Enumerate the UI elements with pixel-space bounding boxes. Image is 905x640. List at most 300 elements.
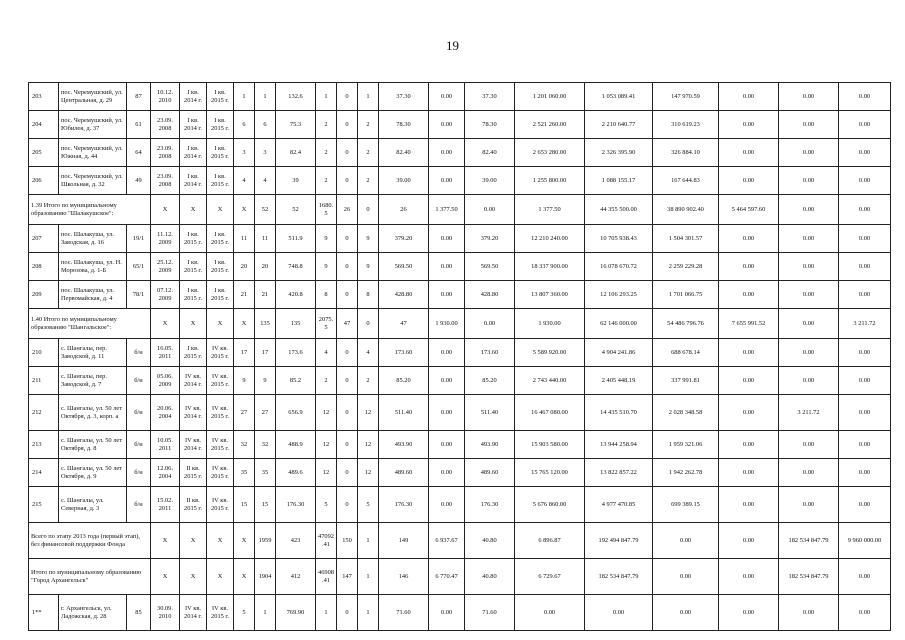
table-cell: 5: [358, 487, 379, 523]
table-cell: 0.00: [839, 367, 891, 395]
table-cell: 0.00: [839, 111, 891, 139]
table-cell: 210: [29, 339, 59, 367]
table-cell: 0.00: [653, 523, 719, 559]
table-cell: 23.09. 2008: [151, 139, 180, 167]
table-cell: с. Шангалы, пер. Заводской, д. 11: [59, 339, 127, 367]
table-cell: 2 259 229.28: [653, 253, 719, 281]
table-cell: 0.00: [839, 253, 891, 281]
table-cell: 6: [255, 111, 276, 139]
table-cell: 0.00: [429, 395, 465, 431]
table-row: [29, 459, 891, 487]
table-cell: 0.00: [779, 139, 839, 167]
table-cell: 0.00: [515, 595, 585, 631]
table-cell: пос. Черемушский, ул. Юбилея, д. 37: [59, 111, 127, 139]
table-cell: 12: [358, 395, 379, 431]
table-cell: 0.00: [839, 139, 891, 167]
table-cell: X: [207, 559, 234, 595]
table-cell: 0.00: [719, 523, 779, 559]
table-cell: I кв. 2015 г.: [180, 253, 207, 281]
table-cell: 1**: [29, 595, 59, 631]
table-cell: 173.60: [379, 339, 429, 367]
table-cell: X: [234, 195, 255, 225]
table-cell: 428.80: [379, 281, 429, 309]
table-cell: 0: [337, 167, 358, 195]
table-cell: б/н: [127, 395, 151, 431]
table-cell: 182 534 847.79: [779, 523, 839, 559]
table-cell: 2: [358, 167, 379, 195]
table-cell: 65/1: [127, 253, 151, 281]
table-cell: 412: [276, 559, 316, 595]
table-cell: 1: [358, 523, 379, 559]
table-cell: 0.00: [779, 487, 839, 523]
table-cell: 0.00: [429, 367, 465, 395]
table-cell: 78/1: [127, 281, 151, 309]
table-cell: 0.00: [429, 167, 465, 195]
table-cell: 1: [358, 83, 379, 111]
page-number: 19: [446, 38, 459, 53]
table-cell: 38 890 902.40: [653, 195, 719, 225]
table-cell: 0.00: [585, 595, 653, 631]
table-cell: 379.20: [465, 225, 515, 253]
table-cell: 26: [337, 195, 358, 225]
table-cell: 3 211.72: [839, 309, 891, 339]
table-cell: 748.8: [276, 253, 316, 281]
table-row: [29, 395, 891, 431]
table-cell: 75.3: [276, 111, 316, 139]
table-cell: 9: [358, 225, 379, 253]
table-cell: 52: [255, 195, 276, 225]
table-cell: 214: [29, 459, 59, 487]
table-cell: 6 770.47: [429, 559, 465, 595]
table-cell: 489.6: [276, 459, 316, 487]
table-cell: 1904: [255, 559, 276, 595]
table-cell: 1 201 060.00: [515, 83, 585, 111]
table-cell: 0.00: [719, 431, 779, 459]
table-cell: 47: [379, 309, 429, 339]
table-cell: 9 960 000.00: [839, 523, 891, 559]
table-cell: 4: [358, 339, 379, 367]
table-cell: 9: [255, 367, 276, 395]
table-cell: 27: [255, 395, 276, 431]
table-cell: 0.00: [779, 459, 839, 487]
table-cell: II кв. 2015 г.: [180, 487, 207, 523]
table-cell: 0.00: [719, 167, 779, 195]
table-cell: 428.80: [465, 281, 515, 309]
table-cell: 7 655 991.52: [719, 309, 779, 339]
table-cell: 0.00: [719, 395, 779, 431]
table-cell: 2075.5: [316, 309, 337, 339]
table-cell: 0.00: [429, 83, 465, 111]
table-cell: 2: [316, 367, 337, 395]
table-cell: X: [151, 523, 180, 559]
table-cell: 0.00: [429, 339, 465, 367]
table-cell: 204: [29, 111, 59, 139]
table-cell: Всего по этапу 2013 года (первый этап), без финансовой поддержки Фонда: [29, 523, 151, 559]
table-cell: 0.00: [429, 487, 465, 523]
table-subtotal-row: [29, 195, 891, 225]
table-cell: 337 991.81: [653, 367, 719, 395]
table-cell: 656.9: [276, 395, 316, 431]
table-cell: 78.30: [379, 111, 429, 139]
table-cell: 146: [379, 559, 429, 595]
table-cell: IV кв. 2014 г.: [180, 595, 207, 631]
table-cell: 0.00: [779, 281, 839, 309]
table-cell: б/н: [127, 339, 151, 367]
table-row: [29, 595, 891, 631]
table-cell: 0: [337, 395, 358, 431]
table-cell: 10.05. 2011: [151, 431, 180, 459]
table-cell: 147 970.59: [653, 83, 719, 111]
table-cell: 0: [358, 195, 379, 225]
table-cell: I кв. 2015 г.: [180, 281, 207, 309]
table-cell: 12: [316, 459, 337, 487]
table-cell: 1 377.50: [515, 195, 585, 225]
table-cell: 0.00: [429, 281, 465, 309]
table-cell: 5: [316, 487, 337, 523]
table-cell: 82.40: [379, 139, 429, 167]
table-cell: 688 678.14: [653, 339, 719, 367]
table-cell: 0.00: [839, 431, 891, 459]
table-cell: 71.60: [465, 595, 515, 631]
table-cell: 0.00: [719, 459, 779, 487]
table-cell: 1 930.00: [515, 309, 585, 339]
table-cell: 11.12. 2009: [151, 225, 180, 253]
table-cell: 2: [358, 111, 379, 139]
table-cell: 11: [234, 225, 255, 253]
table-cell: 11: [255, 225, 276, 253]
table-cell: 3: [255, 139, 276, 167]
table-cell: 49: [127, 167, 151, 195]
table-cell: X: [207, 195, 234, 225]
table-cell: 85.20: [379, 367, 429, 395]
table-cell: 0.00: [719, 595, 779, 631]
table-cell: с. Шангалы, ул. Северная, д. 3: [59, 487, 127, 523]
table-cell: с. Шангалы, ул. 50 лет Октября, д. 8: [59, 431, 127, 459]
table-cell: 16 467 080.00: [515, 395, 585, 431]
table-cell: 07.12. 2009: [151, 281, 180, 309]
table-cell: 1: [255, 83, 276, 111]
table-cell: 2: [358, 367, 379, 395]
table-cell: 61: [127, 111, 151, 139]
table-cell: 4: [316, 339, 337, 367]
table-cell: 167 644.83: [653, 167, 719, 195]
table-cell: 62 146 000.00: [585, 309, 653, 339]
table-cell: 0.00: [429, 253, 465, 281]
table-cell: с. Шангалы, ул. 50 лет Октября, д. 3, корп. а: [59, 395, 127, 431]
table-cell: 85.20: [465, 367, 515, 395]
table-cell: 4 977 470.85: [585, 487, 653, 523]
table-row: [29, 167, 891, 195]
table-cell: 0.00: [719, 253, 779, 281]
table-cell: 423: [276, 523, 316, 559]
table-cell: Итого по муниципальному образованию "Город Архангельск": [29, 559, 151, 595]
table-cell: 32: [234, 431, 255, 459]
table-cell: 1 377.50: [429, 195, 465, 225]
table-cell: IV кв. 2015 г.: [207, 395, 234, 431]
table-cell: 0: [337, 111, 358, 139]
table-cell: I кв. 2014 г.: [180, 167, 207, 195]
table-cell: I кв. 2015 г.: [207, 111, 234, 139]
table-row: [29, 111, 891, 139]
table-cell: X: [180, 195, 207, 225]
table-cell: 5 464 597.60: [719, 195, 779, 225]
table-cell: 37.30: [379, 83, 429, 111]
table-cell: 16 078 670.72: [585, 253, 653, 281]
table-cell: 21: [255, 281, 276, 309]
table-cell: 0.00: [465, 309, 515, 339]
table-cell: 511.40: [465, 395, 515, 431]
table-cell: I кв. 2015 г.: [180, 339, 207, 367]
table-cell: 0.00: [779, 339, 839, 367]
table-cell: X: [180, 309, 207, 339]
table-cell: 213: [29, 431, 59, 459]
table-cell: 0.00: [429, 111, 465, 139]
table-cell: 6: [234, 111, 255, 139]
table-cell: 19/1: [127, 225, 151, 253]
table-cell: 511.9: [276, 225, 316, 253]
table-cell: 1 930.00: [429, 309, 465, 339]
table-cell: I кв. 2014 г.: [180, 83, 207, 111]
table-cell: I кв. 2014 г.: [180, 139, 207, 167]
table-cell: пос. Черемушский, ул. Южная, д. 44: [59, 139, 127, 167]
table-cell: X: [151, 559, 180, 595]
table-cell: 208: [29, 253, 59, 281]
table-cell: IV кв. 2014 г.: [180, 395, 207, 431]
table-cell: г. Архангельск, ул. Ладожская, д. 28: [59, 595, 127, 631]
table-cell: 37.30: [465, 83, 515, 111]
table-cell: 0.00: [779, 111, 839, 139]
table-cell: 15 765 120.00: [515, 459, 585, 487]
table-cell: б/н: [127, 431, 151, 459]
table-cell: 176.30: [276, 487, 316, 523]
table-cell: 15.02. 2011: [151, 487, 180, 523]
table-cell: 0.00: [839, 459, 891, 487]
table-cell: 0.00: [429, 139, 465, 167]
table-cell: 5 676 860.00: [515, 487, 585, 523]
table-cell: 44 355 500.00: [585, 195, 653, 225]
table-cell: 2: [316, 167, 337, 195]
table-cell: с. Шангалы, пер. Заводской, д. 7: [59, 367, 127, 395]
table-cell: 2 405 448.19: [585, 367, 653, 395]
table-cell: 0: [337, 253, 358, 281]
table-cell: пос. Шалакуша, ул. Н. Морозова, д. 1-Б: [59, 253, 127, 281]
table-cell: 8: [358, 281, 379, 309]
table-cell: 21: [234, 281, 255, 309]
table-row: [29, 431, 891, 459]
table-cell: 9: [316, 253, 337, 281]
table-cell: 20: [234, 253, 255, 281]
table-cell: 0.00: [779, 83, 839, 111]
table-cell: 10.12. 2010: [151, 83, 180, 111]
table-cell: 149: [379, 523, 429, 559]
table-cell: 32: [255, 431, 276, 459]
table-cell: 182 534 847.79: [779, 559, 839, 595]
table-cell: б/н: [127, 459, 151, 487]
table-cell: 85: [127, 595, 151, 631]
table-cell: 173.6: [276, 339, 316, 367]
table-cell: 0: [358, 309, 379, 339]
table-cell: 0.00: [839, 281, 891, 309]
table-cell: 1 053 089.41: [585, 83, 653, 111]
table-cell: 1.40 Итого по муниципальному образованию "Шангальское":: [29, 309, 151, 339]
table-cell: 0.00: [839, 395, 891, 431]
table-cell: 0: [337, 367, 358, 395]
table-cell: 13 807 360.00: [515, 281, 585, 309]
table-cell: X: [207, 523, 234, 559]
table-cell: 0.00: [719, 559, 779, 595]
table-cell: 1: [358, 595, 379, 631]
table-cell: IV кв. 2015 г.: [207, 595, 234, 631]
table-cell: 82.4: [276, 139, 316, 167]
table-cell: 17: [255, 339, 276, 367]
table-cell: 0.00: [839, 487, 891, 523]
table-cell: 9: [358, 253, 379, 281]
table-cell: 12: [358, 459, 379, 487]
table-cell: 0.00: [779, 309, 839, 339]
table-subtotal-row: [29, 523, 891, 559]
table-cell: 1: [316, 83, 337, 111]
table-cell: 488.9: [276, 431, 316, 459]
table-cell: 0: [337, 595, 358, 631]
table-cell: 0.00: [839, 195, 891, 225]
table-cell: 13 822 857.22: [585, 459, 653, 487]
table-cell: 0.00: [429, 431, 465, 459]
table-cell: 215: [29, 487, 59, 523]
table-cell: X: [234, 559, 255, 595]
table-cell: 5 589 920.00: [515, 339, 585, 367]
table-cell: 12: [358, 431, 379, 459]
table-cell: 206: [29, 167, 59, 195]
table-cell: 769.90: [276, 595, 316, 631]
table-cell: 0.00: [779, 225, 839, 253]
table-cell: I кв. 2015 г.: [180, 225, 207, 253]
table-cell: 26: [379, 195, 429, 225]
table-cell: 0.00: [429, 225, 465, 253]
table-cell: 1 942 262.78: [653, 459, 719, 487]
table-cell: 2: [316, 139, 337, 167]
table-cell: 1 255 800.00: [515, 167, 585, 195]
table-cell: 0.00: [429, 595, 465, 631]
table-cell: 4: [255, 167, 276, 195]
table-cell: 0.00: [719, 487, 779, 523]
table-cell: IV кв. 2015 г.: [207, 487, 234, 523]
table-cell: 0: [337, 339, 358, 367]
table-cell: 135: [255, 309, 276, 339]
table-cell: 1680.5: [316, 195, 337, 225]
table-cell: 2 028 348.58: [653, 395, 719, 431]
table-cell: 1 504 301.57: [653, 225, 719, 253]
table-cell: IV кв. 2015 г.: [207, 339, 234, 367]
table-cell: 1.39 Итого по муниципальному образованию "Шалакушское":: [29, 195, 151, 225]
table-cell: 85.2: [276, 367, 316, 395]
housing-program-table: [28, 82, 891, 631]
table-cell: 8: [316, 281, 337, 309]
table-cell: 35: [234, 459, 255, 487]
table-cell: 489.60: [465, 459, 515, 487]
table-cell: 12.06. 2004: [151, 459, 180, 487]
table-cell: 27: [234, 395, 255, 431]
table-cell: 0.00: [839, 83, 891, 111]
table-cell: 569.50: [379, 253, 429, 281]
table-cell: 15 903 580.00: [515, 431, 585, 459]
table-cell: 47: [337, 309, 358, 339]
table-cell: 0.00: [719, 339, 779, 367]
table-cell: 2 653 280.00: [515, 139, 585, 167]
table-cell: 212: [29, 395, 59, 431]
table-cell: 16.05. 2011: [151, 339, 180, 367]
table-cell: 192 494 847.79: [585, 523, 653, 559]
table-cell: 5: [234, 595, 255, 631]
table-cell: 0.00: [719, 281, 779, 309]
table-cell: 0.00: [719, 83, 779, 111]
table-cell: 0.00: [779, 195, 839, 225]
table-cell: 15: [255, 487, 276, 523]
table-cell: 3: [234, 139, 255, 167]
table-cell: 13 944 258.94: [585, 431, 653, 459]
table-cell: 39.00: [465, 167, 515, 195]
table-cell: 0: [337, 83, 358, 111]
table-cell: 2 743 440.00: [515, 367, 585, 395]
table-cell: 0.00: [719, 111, 779, 139]
table-cell: 1 701 066.75: [653, 281, 719, 309]
table-cell: 2 210 640.77: [585, 111, 653, 139]
table-cell: 0.00: [719, 225, 779, 253]
table-cell: 40.80: [465, 523, 515, 559]
table-cell: 0.00: [839, 167, 891, 195]
table-cell: 511.40: [379, 395, 429, 431]
table-cell: 0: [337, 431, 358, 459]
table-cell: 0.00: [839, 559, 891, 595]
table-cell: 71.60: [379, 595, 429, 631]
table-cell: пос. Шалакуша, ул. Заводская, д. 16: [59, 225, 127, 253]
table-cell: б/н: [127, 367, 151, 395]
table-cell: 14 435 510.70: [585, 395, 653, 431]
table-cell: 9: [316, 225, 337, 253]
table-cell: 20: [255, 253, 276, 281]
table-cell: X: [180, 559, 207, 595]
table-cell: 1: [358, 559, 379, 595]
table-cell: 0.00: [779, 367, 839, 395]
table-cell: 12 106 293.25: [585, 281, 653, 309]
table-cell: 47092.41: [316, 523, 337, 559]
table-cell: 0.00: [839, 595, 891, 631]
table-cell: I кв. 2014 г.: [180, 111, 207, 139]
table-cell: 12 210 240.00: [515, 225, 585, 253]
table-cell: пос. Черемушский, ул. Школьная, д. 32: [59, 167, 127, 195]
table-subtotal-row: [29, 559, 891, 595]
table-cell: 46908.41: [316, 559, 337, 595]
table-cell: 17: [234, 339, 255, 367]
table-cell: 9: [234, 367, 255, 395]
table-cell: пос. Шалакуша, ул. Первомайская, д. 4: [59, 281, 127, 309]
table-cell: X: [234, 523, 255, 559]
table-cell: 4 904 241.86: [585, 339, 653, 367]
table-cell: 0: [337, 459, 358, 487]
table-cell: 3 211.72: [779, 395, 839, 431]
table-cell: IV кв. 2015 г.: [207, 367, 234, 395]
table-cell: б/н: [127, 487, 151, 523]
table-cell: 40.80: [465, 559, 515, 595]
table-cell: 182 534 847.79: [585, 559, 653, 595]
table-cell: 326 884.10: [653, 139, 719, 167]
table-cell: 0.00: [779, 595, 839, 631]
table-cell: 0: [337, 225, 358, 253]
table-cell: 2 521 260.00: [515, 111, 585, 139]
table-cell: 205: [29, 139, 59, 167]
table-cell: 493.90: [465, 431, 515, 459]
table-cell: 211: [29, 367, 59, 395]
table-cell: I кв. 2015 г.: [207, 83, 234, 111]
